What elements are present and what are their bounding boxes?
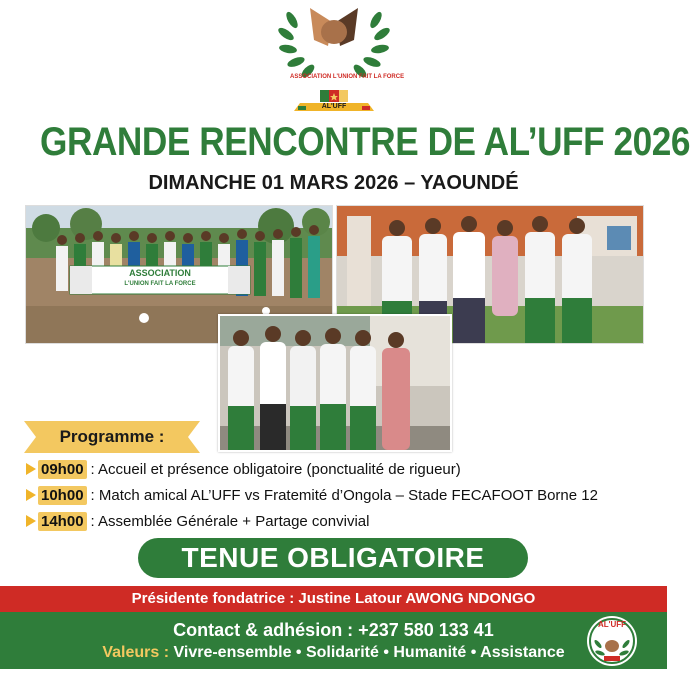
logo-arc-text: ASSOCIATION L'UNION FAIT LA FORCE <box>290 74 405 80</box>
programme-text: : Accueil et présence obligatoire (ponctualité de rigueur) <box>90 460 461 478</box>
badge-text: AL'UFF <box>597 620 627 629</box>
page-title: GRANDE RENCONTRE DE AL’UFF 2026 <box>40 120 690 164</box>
programme-label-text: Programme : <box>59 427 165 446</box>
programme-time: 10h00 <box>38 486 87 505</box>
event-date-location: DIMANCHE 01 MARS 2026 – YAOUNDÉ <box>148 172 519 194</box>
footer-logo-badge <box>586 614 638 668</box>
programme-item <box>26 459 461 479</box>
arrow-right-icon <box>26 463 36 475</box>
values-label: Valeurs : <box>102 644 170 661</box>
arrow-right-icon <box>26 489 36 501</box>
founder-band: Présidente fondatrice : Justine Latour AWONG NDONGO <box>0 586 667 612</box>
laurel-icon <box>270 0 405 118</box>
association-logo <box>270 0 405 118</box>
arrow-right-icon <box>26 515 36 527</box>
banner-text-line1: ASSOCIATION <box>129 268 191 278</box>
values-line <box>0 642 667 664</box>
programme-item <box>26 511 369 531</box>
contact-info: Contact & adhésion : +237 580 133 41 <box>173 620 494 640</box>
programme-item <box>26 485 598 505</box>
programme-time: 09h00 <box>38 460 87 479</box>
values-text: Vivre-ensemble • Solidarité • Humanité • Assistance <box>173 644 565 661</box>
banner-text-line2: L'UNION FAIT LA FORCE <box>124 281 196 287</box>
logo-ribbon-text: AL'UFF <box>321 103 347 110</box>
programme-text: : Match amical AL’UFF vs Fratemité d’Ongola – Stade FECAFOOT Borne 12 <box>90 486 598 504</box>
dress-code-banner: TENUE OBLIGATOIRE <box>138 538 528 578</box>
photo-women-group <box>218 314 452 452</box>
programme-label <box>24 421 200 453</box>
programme-time: 14h00 <box>38 512 87 531</box>
programme-text: : Assemblée Générale + Partage convivial <box>90 512 370 530</box>
